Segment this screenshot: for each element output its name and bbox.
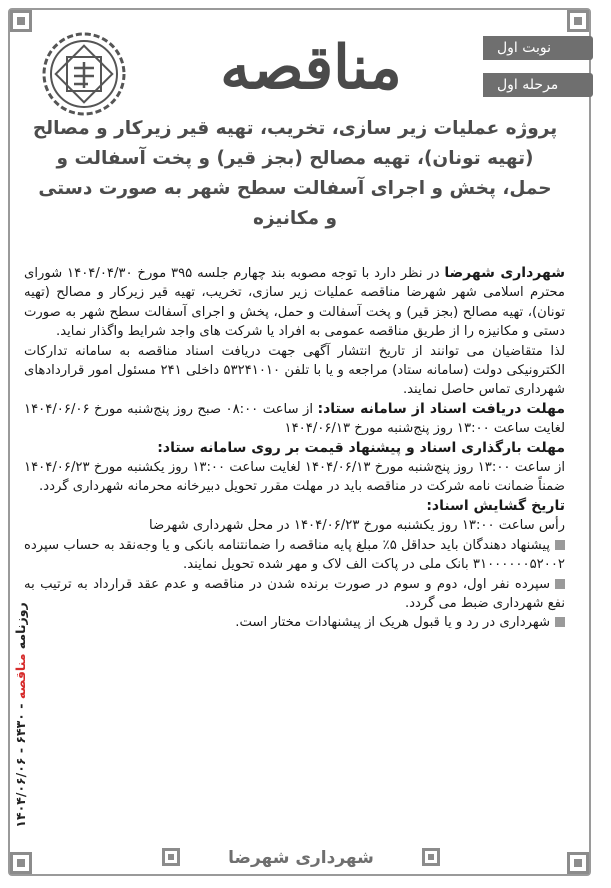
side-prefix: روزنامه: [13, 602, 28, 654]
opening-text: رأس ساعت ۱۳:۰۰ روز یکشنبه مورخ ۱۴۰۴/۰۶/۲۳ در محل شهرداری شهرضا: [149, 518, 565, 534]
newspaper-side-label: [10, 560, 32, 870]
contact-paragraph: لذا متقاضیان می توانند از تاریخ انتشار آگهی جهت دریافت اسناد مناقصه به سامانه تدارکات الکترونیکی دولت (سامانه ستاد) مراجعه و یا با تلفن ۵۳۲۴۱۰۱۰ داخلی ۲۴۱ مسئول امور قراردادهای شهرداری تماس حاصل نمایند.: [24, 343, 565, 398]
footer-signature: شهرداری شهرضا: [228, 848, 374, 868]
page-title: مناقصه: [220, 33, 402, 103]
stage-tag: مرحله اول: [483, 73, 593, 97]
ad-body: [24, 264, 565, 633]
receive-deadline: [24, 400, 565, 439]
round-tag: نوبت اول: [483, 36, 593, 60]
footer-ornament: [162, 848, 180, 866]
tender-subject: پروژه عملیات زیر سازی، تخریب، تهیه قیر زیرکار و مصالح (تهیه تونان)، تهیه مصالح (بجز قیر) و پخت آسفالت و حمل، پخش و اجرای آسفالت سطح شهر به صورت دستی و مکانیزه: [32, 118, 558, 229]
receive-heading: مهلت دریافت اسناد از سامانه ستاد:: [317, 400, 565, 417]
list-item: [24, 536, 565, 575]
bullet-icon: [555, 540, 565, 550]
bullet-icon: [555, 617, 565, 627]
bullet-text: پیشنهاد دهندگان باید حداقل ۵٪ مبلغ پایه مناقصه را ضمانتنامه بانکی و یا وجه‌نقد به حساب سپرده ۳۱۰۰۰۰۰۰۵۲۰۰۲ بانک ملی در پاکت الف لاک و مهر شده تحویل نمایند.: [24, 537, 565, 573]
receive-text: از ساعت ۰۸:۰۰ صبح روز پنج‌شنبه مورخ ۱۴۰۴/۰۶/۰۶ لغایت ساعت ۱۳:۰۰ روز پنج‌شنبه مورخ ۱۴۰۴/۰۶/۱۳: [24, 401, 565, 437]
list-item: [24, 575, 565, 614]
organization-name: شهرداری شهرضا: [444, 265, 565, 281]
upload-heading: مهلت بارگذاری اسناد و پیشنهاد قیمت بر روی سامانه ستاد:: [157, 439, 565, 456]
newspaper-brand: مناقصه: [13, 653, 28, 700]
opening-heading: تاریخ گشایش اسناد:: [426, 497, 565, 514]
footer-ornament: [422, 848, 440, 866]
footer: [160, 840, 442, 876]
frame-corner: [567, 10, 589, 32]
bullet-icon: [555, 579, 565, 589]
side-issue: - ۶۴۳۰ - ۱۴۰۴/۰۶/۰۶: [13, 699, 28, 828]
bullet-text: سپرده نفر اول، دوم و سوم در صورت برنده شدن در مناقصه و عدم عقد قرارداد به ترتیب به نفع شهرداری ضبط می گردد.: [24, 576, 565, 611]
municipality-seal-icon: [40, 30, 128, 118]
bullet-text: شهرداری در رد و یا قبول هریک از پیشنهادات مختار است.: [235, 615, 550, 631]
intro-text: در نظر دارد با توجه مصوبه بند چهارم جلسه ۳۹۵ مورخ ۱۴۰۴/۰۴/۳۰ شورای محترم اسلامی شهر شهرضا مناقصه عملیات زیر سازی، تخریب، تهیه قیر زیرکار و مصالح (تهیه تونان)، تهیه مصالح (بجز قیر) و پخت آسفالت و حمل، پخش و اجرای آسفالت سطح شهر به صورت دستی و مکانیزه را از طریق مناقصه عمومی به افراد یا شرکت های واجد شرایط واگذار نماید.: [24, 266, 565, 340]
upload-text: از ساعت ۱۳:۰۰ روز پنج‌شنبه مورخ ۱۴۰۴/۰۶/۱۳ لغایت ساعت ۱۳:۰۰ روز یکشنبه مورخ ۱۴۰۴/۰۶/۲۳ ضمناً ضمانت نامه شرکت در مناقصه باید در مهلت مقرر تحویل دبیرخانه محرمانه شهرداری گردد.: [24, 460, 565, 495]
list-item: [24, 613, 565, 632]
frame-corner: [567, 852, 589, 874]
intro-paragraph: [24, 264, 565, 342]
frame-corner: [10, 10, 32, 32]
